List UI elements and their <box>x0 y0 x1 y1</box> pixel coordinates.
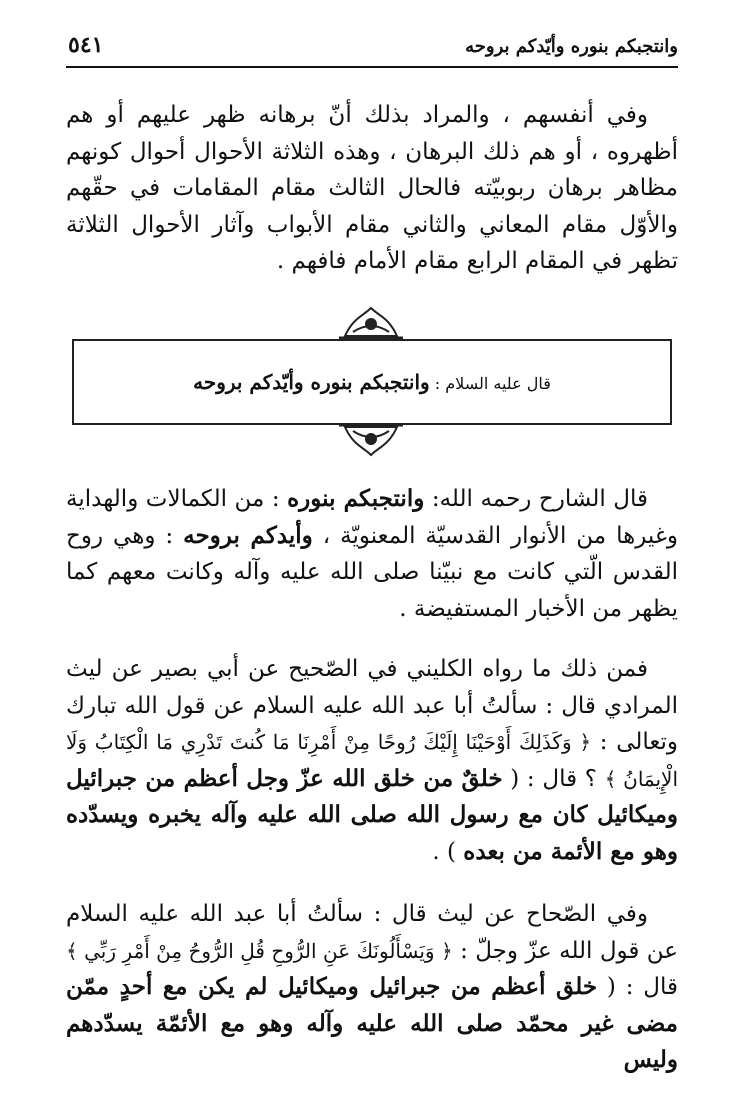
paragraph-3-text <box>66 651 678 870</box>
para2-s3: : وهي روح القدس الّتي كانت مع نبيّنا صلى الله عليه وآله وكانت معهم كما يظهر من الأخبار المستفيضة . <box>66 522 678 622</box>
quote-box-label: قال عليه السلام : <box>434 374 551 393</box>
para4-s2: قال : ( <box>597 974 679 1000</box>
paragraph-2-text <box>66 481 678 627</box>
ornament-bottom-icon <box>339 423 403 457</box>
para3-s3: ) . <box>432 838 464 865</box>
paragraph-4 <box>66 896 678 1079</box>
running-title: وانتجبكم بنوره وأيّدكم بروحه <box>465 36 678 57</box>
para2-bold1: وانتجبكم بنوره <box>287 485 425 512</box>
para2-bold2: وأيدكم بروحه <box>183 521 313 549</box>
page-header <box>66 30 678 68</box>
paragraph-3 <box>66 651 678 870</box>
paragraph-1-text: وفي أنفسهم ، والمراد بذلك أنّ برهانه ظهر عليهم أو هم أظهروه ، أو هم ذلك البرهان ، وهذه الثلاثة الأحوال أحوال كونهم مظاهر برهان ربوبيّته فالحال الثالث مقام المقامات في حقّهم والأوّل مقام المعاني والثاني مقام الأبواب وآثار الأحوال الثلاثة تظهر في المقام الرابع مقام الأمام فافهم . <box>66 102 678 274</box>
ornament-top-icon <box>339 306 403 340</box>
quote-box <box>72 339 672 425</box>
para3-s2: ؟ قال : ( <box>502 765 605 792</box>
para3-s1: فمن ذلك ما رواه الكليني في الصّحيح عن أبي بصير عن ليث المرادي قال : سألتُ أبا عبد الله عليه السلام عن قول الله تبارك وتعالى : <box>66 656 679 755</box>
para3-quran: ﴿ وَكَذَلِكَ أَوْحَيْنَا إِلَيْكَ رُوحًا مِنْ أَمْرِنَا مَا كُنتَ تَدْرِي مَا الْكِتَابُ وَلَا الْإِيمَانُ ﴾ <box>66 730 679 791</box>
quote-box-text: وانتجبكم بنوره وأيّدكم بروحه <box>193 370 430 394</box>
paragraph-2 <box>66 481 678 627</box>
page-number: ٥٤١ <box>68 32 104 58</box>
paragraph-1 <box>66 97 678 280</box>
para4-quran: ﴿ وَيَسْأَلُونَكَ عَنِ الرُّوحِ قُلِ الرُّوحُ مِنْ أَمْرِ رَبِّي ﴾ <box>66 938 453 963</box>
para4-bold: خلق أعظم من جبرائيل وميكائيل لم يكن مع أحدٍ ممّن مضى غير محمّد صلى الله عليه وآله وهو مع الأئمّة يسدّدهم وليس <box>66 973 678 1073</box>
para2-s2: : من الكمالات والهداية وغيرها من الأنوار القدسيّة المعنويّة ، <box>66 486 678 549</box>
para3-bold: خلقٌ من خلق الله عزّ وجل أعظم من جبرائيل وميكائيل كان مع رسول الله صلى الله عليه وآله يخبره ويسدّده وهو مع الأئمة من بعده <box>66 764 678 865</box>
paragraph-4-text <box>66 896 678 1079</box>
para4-s1: وفي الصّحاح عن ليث قال : سألتُ أبا عبد الله عليه السلام عن قول الله عزّ وجلّ : <box>66 901 679 964</box>
para2-s1: قال الشارح رحمه الله: <box>424 486 648 512</box>
